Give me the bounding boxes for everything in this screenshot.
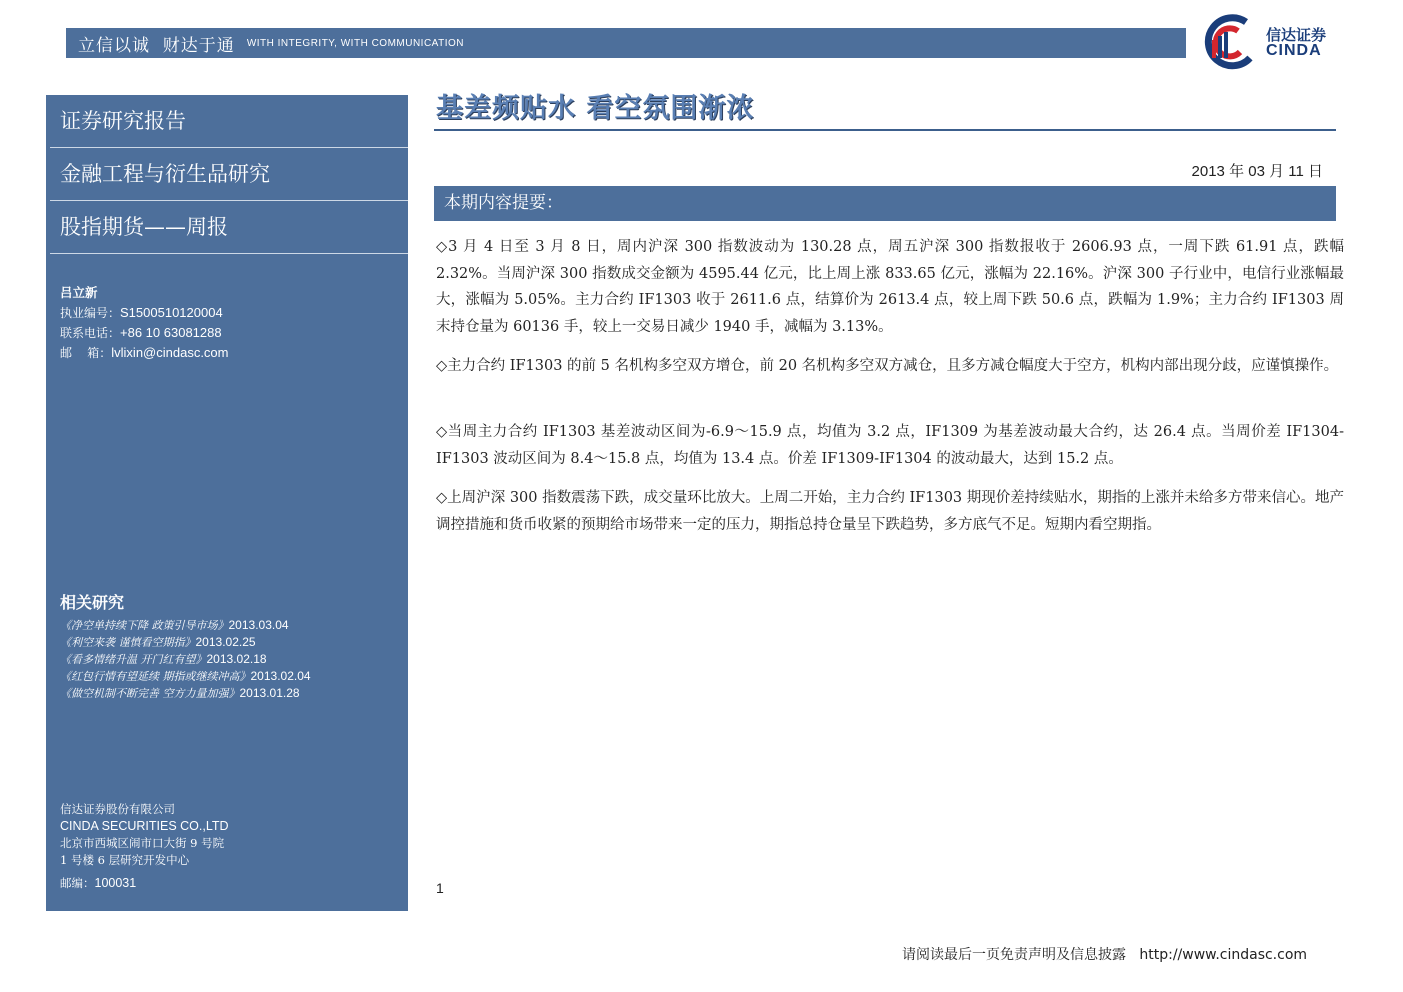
summary-heading: 本期内容提要： <box>434 186 1336 221</box>
author-block <box>60 283 229 363</box>
related-item-title: 《红包行情有望延续 期指或继续冲高》 <box>60 670 251 683</box>
related-title: 相关研究 <box>60 593 125 612</box>
company-zip-label: 邮编： <box>60 876 95 890</box>
company-name-cn: 信达证券股份有限公司 <box>60 802 175 816</box>
author-email-value[interactable]: lvlixin@cindasc.com <box>111 345 229 360</box>
related-item-title: 《做空机制不断完善 空方力量加强》 <box>60 687 240 700</box>
author-cert-label: 执业编号： <box>60 306 121 320</box>
related-item[interactable] <box>60 634 311 651</box>
related-item-title: 《看多情绪升温 开门红有望》 <box>60 653 207 666</box>
related-item[interactable] <box>60 668 311 685</box>
company-address-line2: 1 号楼 6 层研究开发中心 <box>60 853 190 867</box>
company-name-en: CINDA SECURITIES CO.,LTD <box>60 819 229 833</box>
author-phone-label: 联系电话： <box>60 326 121 340</box>
related-item-date: 2013.02.04 <box>250 669 311 683</box>
side-title-series: 股指期货——周报 <box>60 215 228 239</box>
summary-paragraph: ◇主力合约 IF1303 的前 5 名机构多空双方增仓，前 20 名机构多空双方减仓，且多方减仓幅度大于空方，机构内部出现分歧，应谨慎操作。 <box>436 358 1339 374</box>
author-email-label: 邮 箱： <box>60 346 112 360</box>
side-title-report-type: 证券研究报告 <box>60 109 186 133</box>
title-divider <box>434 129 1336 131</box>
author-cert-value: S1500510120004 <box>120 305 223 320</box>
author-email <box>60 343 229 363</box>
related-item[interactable] <box>60 685 311 702</box>
related-item-date: 2013.03.04 <box>228 618 289 632</box>
summary-paragraph: ◇3 月 4 日至 3 月 8 日，周内沪深 300 指数波动为 130.28 点，周五沪深 300 指数报收于 2606.93 点，一周下跌 61.91 点，跌幅 2.32%。当周沪深 300 指数成交金额为 4595.44 亿元，比上周上涨 833.65 亿元，涨幅为 22.16%。沪深 300 子行业中，电信行业涨幅最大，涨幅为 5.05%。主力合约 IF1303 收于 2611.6 点，结算价为 2613.4 点，较上周下跌 50.6 点，跌幅为 1.9%；主力合约 IF1303 周末持仓量为 60136 手，较上一交易日减少 1940 手，减幅为 3.13%。 <box>436 239 1344 335</box>
related-item-title: 《净空单持续下降 政策引导市场》 <box>60 619 229 632</box>
author-cert <box>60 303 229 323</box>
motto-cn: 立信以诚 财达于通 <box>78 35 235 56</box>
related-item-date: 2013.02.25 <box>195 635 256 649</box>
motto-en: WITH INTEGRITY, WITH COMMUNICATION <box>246 37 464 49</box>
report-date: 2013 年 03 月 11 日 <box>1191 163 1323 180</box>
summary-paragraph: ◇当周主力合约 IF1303 基差波动区间为-6.9～15.9 点，均值为 3.2 点，IF1309 为基差波动最大合约，达 26.4 点。当周价差 IF1304-IF1303 波动区间为 8.4～15.8 点，均值为 13.4 点。价差 IF1309-IF1304 的波动最大，达到 15.2 点。 <box>436 424 1344 467</box>
company-zip-value: 100031 <box>94 876 137 890</box>
report-title: 基差频贴水 看空氛围渐浓 <box>436 93 755 124</box>
author-name: 吕立新 <box>60 285 98 300</box>
header-band <box>66 28 1186 58</box>
page-number: 1 <box>436 880 444 896</box>
author-phone <box>60 323 229 343</box>
footer-url[interactable]: http://www.cindasc.com <box>1139 947 1308 963</box>
related-research <box>60 590 311 702</box>
cinda-logo <box>1198 14 1348 70</box>
divider <box>50 253 408 254</box>
summary-paragraph: ◇上周沪深 300 指数震荡下跌，成交量环比放大。上周二开始，主力合约 IF1303 期现价差持续贴水，期指的上涨并未给多方带来信心。地产调控措施和货币收紧的预期给市场带来一定的压力，期指总持仓量呈下跌趋势，多方底气不足。短期内看空期指。 <box>436 490 1344 533</box>
related-item[interactable] <box>60 617 311 634</box>
footer <box>902 944 1307 964</box>
side-title-department: 金融工程与衍生品研究 <box>60 162 270 186</box>
cinda-logo-icon <box>1198 14 1260 70</box>
company-zip <box>60 875 229 892</box>
logo-en: CINDA <box>1266 42 1322 59</box>
related-item-date: 2013.01.28 <box>239 686 300 700</box>
related-item[interactable] <box>60 651 311 668</box>
footer-disclaimer: 请阅读最后一页免责声明及信息披露 <box>902 947 1126 963</box>
company-info <box>60 801 229 892</box>
related-item-title: 《利空来袭 谨慎看空期指》 <box>60 636 196 649</box>
author-phone-value: +86 10 63081288 <box>120 325 222 340</box>
logo-cn: 信达证券 <box>1266 26 1327 44</box>
sidebar <box>46 95 408 911</box>
related-item-date: 2013.02.18 <box>206 652 267 666</box>
company-address-line1: 北京市西城区闹市口大街 9 号院 <box>60 836 225 850</box>
